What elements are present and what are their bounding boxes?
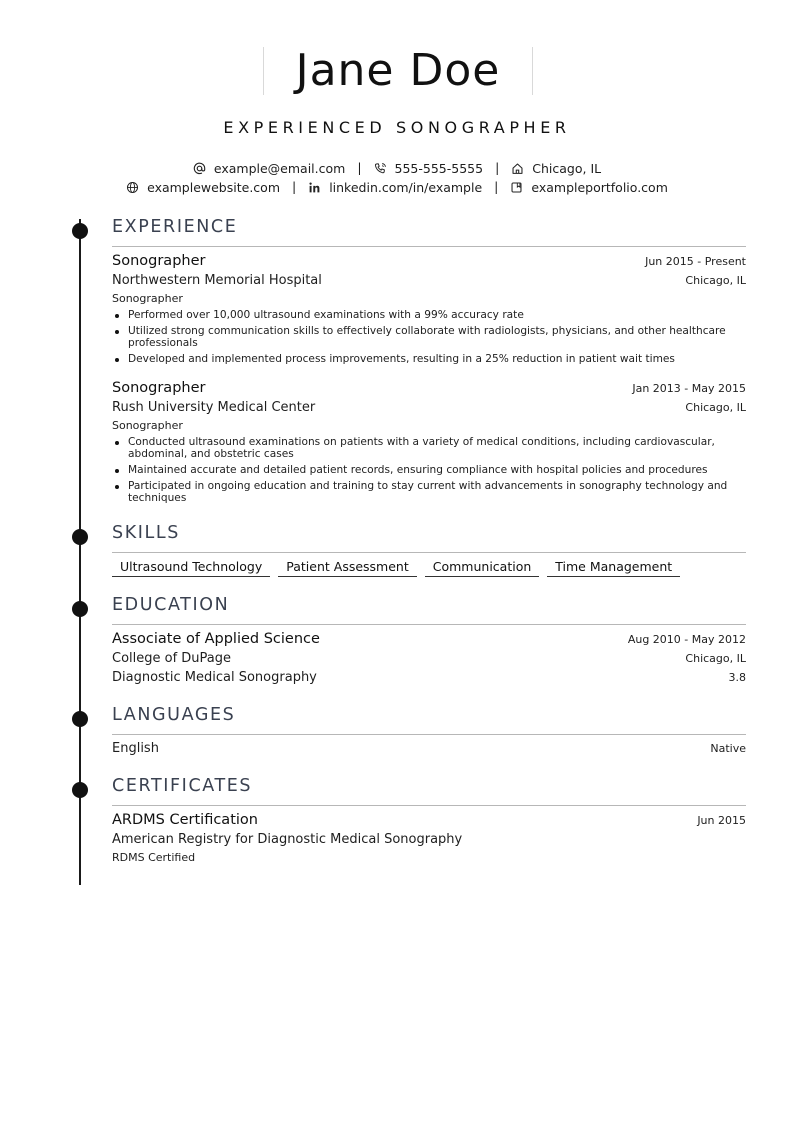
timeline-dot-experience xyxy=(72,223,88,239)
candidate-name: Jane Doe xyxy=(295,45,501,96)
section-title-skills: SKILLS xyxy=(112,523,180,543)
list-item: Developed and implemented process improvements, resulting in a 25% reduction in patient wait times xyxy=(112,353,746,365)
job-2-header xyxy=(112,380,746,396)
certificate-detail: RDMS Certified xyxy=(112,851,196,864)
job-location: Chicago, IL xyxy=(685,401,746,414)
separator: | xyxy=(291,179,297,194)
timeline-dot-skills xyxy=(72,529,88,545)
job-dates: Jan 2013 - May 2015 xyxy=(632,382,746,395)
job-1-company-row xyxy=(112,273,746,288)
contact-line-2 xyxy=(0,179,794,195)
contact-location xyxy=(511,161,601,176)
skill-tag: Ultrasound Technology xyxy=(112,559,270,577)
job-role: Sonographer xyxy=(112,380,206,396)
education-field: Diagnostic Medical Sonography xyxy=(112,670,317,685)
job-company: Northwestern Memorial Hospital xyxy=(112,273,322,288)
section-divider xyxy=(112,734,746,735)
contact-linkedin[interactable] xyxy=(308,180,482,195)
email-text: example@email.com xyxy=(213,161,346,176)
certificate-detail-row xyxy=(112,851,746,864)
job-2-company-row xyxy=(112,400,746,415)
website-text: examplewebsite.com xyxy=(147,180,280,195)
skill-tag: Patient Assessment xyxy=(278,559,416,577)
list-item: Utilized strong communication skills to effectively collaborate with radiologists, physicians, and other healthcare professionals xyxy=(112,325,746,349)
education-gpa: 3.8 xyxy=(728,671,746,684)
at-icon xyxy=(193,162,206,175)
job-1-header xyxy=(112,253,746,269)
job-dates: Jun 2015 - Present xyxy=(645,255,746,268)
contact-phone[interactable] xyxy=(374,161,484,176)
separator: | xyxy=(495,160,500,175)
education-degree: Associate of Applied Science xyxy=(112,631,320,647)
language-name: English xyxy=(112,741,159,756)
portfolio-icon xyxy=(510,181,523,194)
list-item: Maintained accurate and detailed patient records, ensuring compliance with hospital policies and procedures xyxy=(112,464,746,476)
skill-tag: Time Management xyxy=(547,559,680,577)
job-location: Chicago, IL xyxy=(685,274,746,287)
portfolio-text: exampleportfolio.com xyxy=(531,180,668,195)
section-title-experience: EXPERIENCE xyxy=(112,217,238,237)
contact-email[interactable] xyxy=(193,161,345,176)
language-level: Native xyxy=(710,742,746,755)
job-1-subtitle-row xyxy=(112,292,746,305)
job-company: Rush University Medical Center xyxy=(112,400,316,415)
linkedin-icon xyxy=(308,181,321,194)
job-2-bullets xyxy=(112,436,746,508)
list-item: Performed over 10,000 ultrasound examinations with a 99% accuracy rate xyxy=(112,309,746,321)
education-header xyxy=(112,631,746,647)
section-title-certificates: CERTIFICATES xyxy=(112,776,253,796)
section-title-education: EDUCATION xyxy=(112,595,230,615)
section-divider xyxy=(112,624,746,625)
section-title-languages: LANGUAGES xyxy=(112,705,236,725)
separator: | xyxy=(357,160,362,175)
home-icon xyxy=(511,162,524,175)
phone-icon xyxy=(374,162,387,175)
certificate-issuer-row xyxy=(112,832,746,847)
certificate-name: ARDMS Certification xyxy=(112,812,258,828)
certificate-issuer: American Registry for Diagnostic Medical Sonography xyxy=(112,832,463,847)
certificate-header xyxy=(112,812,746,828)
certificate-date: Jun 2015 xyxy=(697,814,746,827)
phone-text: 555-555-5555 xyxy=(394,161,484,176)
timeline-dot-certificates xyxy=(72,782,88,798)
list-item: Participated in ongoing education and training to stay current with advancements in sonography technology and techniques xyxy=(112,480,746,504)
timeline-dot-languages xyxy=(72,711,88,727)
skills-list xyxy=(112,559,688,577)
education-school: College of DuPage xyxy=(112,651,232,666)
education-location: Chicago, IL xyxy=(685,652,746,665)
job-subtitle: Sonographer xyxy=(112,419,183,432)
job-1-bullets xyxy=(112,309,746,369)
contact-line-1 xyxy=(0,160,794,176)
globe-icon xyxy=(126,181,139,194)
timeline-dot-education xyxy=(72,601,88,617)
separator: | xyxy=(494,179,499,194)
name-frame xyxy=(263,47,533,95)
location-text: Chicago, IL xyxy=(532,161,602,176)
list-item: Conducted ultrasound examinations on patients with a variety of medical conditions, including cardiovascular, abdominal, and obstetric cases xyxy=(112,436,746,460)
section-divider xyxy=(112,805,746,806)
section-divider xyxy=(112,552,746,553)
education-dates: Aug 2010 - May 2012 xyxy=(627,633,746,646)
job-title: EXPERIENCED SONOGRAPHER xyxy=(223,118,571,137)
job-subtitle: Sonographer xyxy=(112,292,183,305)
job-2-subtitle-row xyxy=(112,419,746,432)
contact-website[interactable] xyxy=(126,180,280,195)
skill-tag: Communication xyxy=(425,559,540,577)
language-row xyxy=(112,741,746,756)
linkedin-text: linkedin.com/in/example xyxy=(329,180,483,195)
section-divider xyxy=(112,246,746,247)
education-field-row xyxy=(112,670,746,685)
job-role: Sonographer xyxy=(112,253,206,269)
contact-portfolio[interactable] xyxy=(510,180,668,195)
education-school-row xyxy=(112,651,746,666)
